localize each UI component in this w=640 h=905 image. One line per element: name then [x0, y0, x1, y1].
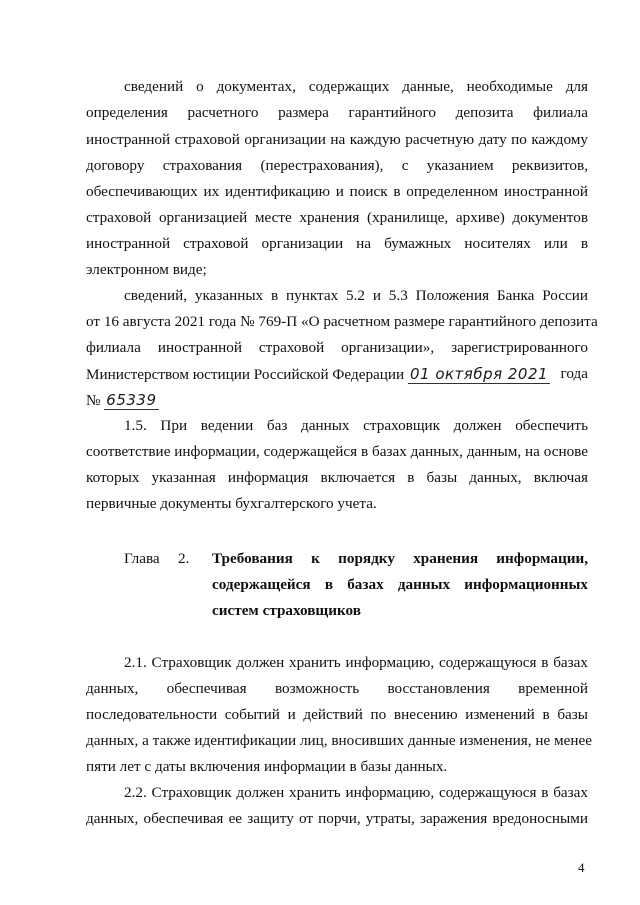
- chapter-number: 2.: [178, 550, 190, 567]
- text-line: сведений, указанных в пунктах 5.2 и 5.3 Положения Банка России: [124, 287, 588, 304]
- text-line: договору страхования (перестрахования), с указанием реквизитов,: [86, 157, 588, 174]
- page-number: 4: [578, 860, 585, 875]
- text-line: последовательности событий и действий по внесению изменений в базы: [86, 706, 588, 723]
- text-line: 1.5. При ведении баз данных страховщик должен обеспечить: [124, 417, 588, 434]
- text-line: данных, обеспечивая ее защиту от порчи, утраты, заражения вредоносными: [86, 810, 588, 827]
- chapter-title-line: систем страховщиков: [212, 602, 361, 619]
- text-line: данных, а также идентификации лиц, вносивших данные изменения, не менее: [86, 732, 592, 749]
- text-line: данных, обеспечивая возможность восстановления временной: [86, 680, 588, 697]
- chapter-title-line: Требования к порядку хранения информации,: [212, 550, 588, 567]
- text-fragment: Министерством юстиции Российской Федерации: [86, 366, 405, 383]
- text-line: пяти лет с даты включения информации в базы данных.: [86, 758, 448, 775]
- text-line: 2.2. Страховщик должен хранить информацию, содержащуюся в базах: [124, 784, 588, 801]
- text-fragment: года: [560, 365, 588, 382]
- text-line: 2.1. Страховщик должен хранить информацию, содержащуюся в базах: [124, 654, 588, 671]
- text-line: от 16 августа 2021 года № 769-П «О расчетном размере гарантийного депозита: [86, 313, 598, 330]
- text-line: сведений о документах, содержащих данные, необходимые для: [124, 78, 588, 95]
- text-line-with-date: [86, 365, 588, 384]
- text-line: страховой организацией месте хранения (хранилище, архиве) документов: [86, 209, 588, 226]
- text-line: иностранной страховой организации на каждую расчетную дату по каждому: [86, 131, 588, 148]
- handwritten-registration-number: 65339: [106, 391, 157, 409]
- text-line: филиала иностранной страховой организации», зарегистрированного: [86, 339, 588, 356]
- text-line: соответствие информации, содержащейся в базах данных, данным, на основе: [86, 443, 588, 460]
- text-line: которых указанная информация включается в базы данных, включая: [86, 469, 588, 486]
- chapter-label: Глава: [124, 550, 160, 567]
- text-line: определения расчетного размера гарантийного депозита филиала: [86, 104, 588, 121]
- text-line: первичные документы бухгалтерского учета.: [86, 495, 377, 512]
- handwritten-registration-date: 01 октября 2021: [409, 365, 549, 383]
- text-line-with-number: [86, 391, 588, 410]
- text-line: обеспечивающих их идентификацию и поиск в определенном иностранной: [86, 183, 588, 200]
- text-line: иностранной страховой организации на бумажных носителях или в: [86, 235, 588, 252]
- text-fragment: №: [86, 392, 101, 409]
- text-line: электронном виде;: [86, 261, 207, 278]
- chapter-title-line: содержащейся в базах данных информационных: [212, 576, 588, 593]
